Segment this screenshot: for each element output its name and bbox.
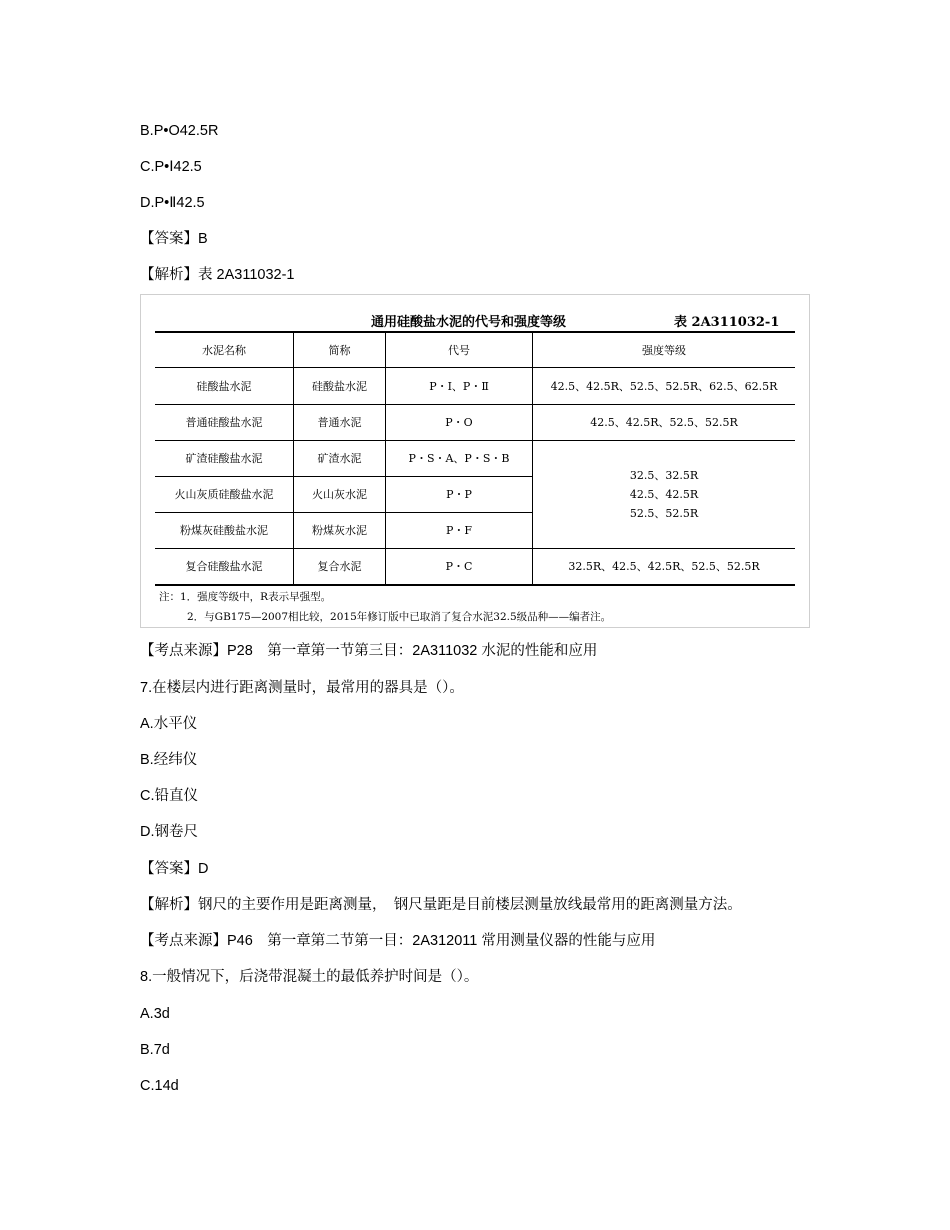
row-3-name: 矿渣硅酸盐水泥 <box>185 452 263 465</box>
q8-option-a: A.3d <box>140 1006 170 1022</box>
option-c: C.P•Ⅰ42.5 <box>140 159 202 175</box>
header-name: 水泥名称 <box>202 343 246 357</box>
q7-option-c: C.铅直仪 <box>140 788 198 804</box>
row-4-name: 火山灰质硅酸盐水泥 <box>174 488 274 501</box>
row-1-code: P・Ⅰ、P・Ⅱ <box>429 379 489 393</box>
option-d: D.P•Ⅱ42.5 <box>140 195 205 211</box>
q7-answer: 【答案】D <box>140 861 209 877</box>
grade-line-1: 32.5、32.5R <box>629 469 699 482</box>
row-2-code: P・O <box>445 416 473 429</box>
answer: 【答案】B <box>140 231 208 247</box>
row-3-code: P・S・A、P・S・B <box>408 452 510 465</box>
rows-3-5-grade <box>533 441 795 548</box>
table-note-2: 2．与GB175—2007相比较，2015年修订版中已取消了复合水泥32.5级品种——编者注。 <box>187 611 612 623</box>
source-2: 【考点来源】P46 第一章第二节第一目：2A312011 常用测量仪器的性能与应用 <box>140 933 656 949</box>
row-6-grade: 32.5R、42.5、42.5R、52.5、52.5R <box>568 560 760 573</box>
table-note-1: 注：1．强度等级中，R表示早强型。 <box>159 591 332 603</box>
row-1-grade: 42.5、42.5R、52.5、52.5R、62.5、62.5R <box>550 379 778 393</box>
row-5-code: P・F <box>445 524 473 537</box>
analysis: 【解析】表 2A311032-1 <box>140 267 295 283</box>
row-2-short: 普通水泥 <box>317 416 362 429</box>
table-title: 通用硅酸盐水泥的代号和强度等级 <box>371 315 567 330</box>
row-5-name: 粉煤灰硅酸盐水泥 <box>180 524 268 537</box>
q8-option-c: C.14d <box>140 1078 179 1094</box>
row-6-short: 复合水泥 <box>317 560 362 573</box>
row-4-code: P・P <box>446 488 472 501</box>
grade-line-2: 42.5、42.5R <box>629 488 699 501</box>
q7-option-d: D.钢卷尺 <box>140 824 198 840</box>
header-code: 代号 <box>448 343 470 357</box>
grade-line-3: 52.5、52.5R <box>629 507 699 520</box>
row-3-short: 矿渣水泥 <box>317 452 362 465</box>
q7-option-b: B.经纬仪 <box>140 752 198 768</box>
q8-option-b: B.7d <box>140 1042 170 1058</box>
q7-option-a: A.水平仪 <box>140 716 198 732</box>
question-7: 7.在楼层内进行距离测量时，最常用的器具是（）。 <box>140 680 464 696</box>
row-1-short: 硅酸盐水泥 <box>312 379 367 393</box>
row-4-short: 火山灰水泥 <box>312 488 367 501</box>
cement-table-figure <box>140 294 810 628</box>
row-5-short: 粉煤灰水泥 <box>312 524 367 537</box>
row-2-grade: 42.5、42.5R、52.5、52.5R <box>590 416 738 429</box>
row-2-name: 普通硅酸盐水泥 <box>185 416 263 429</box>
option-b: B.P•O42.5R <box>140 123 219 139</box>
header-short: 简称 <box>328 343 351 357</box>
row-6-code: P・C <box>445 560 473 573</box>
row-1-name: 硅酸盐水泥 <box>196 379 252 393</box>
header-grade: 强度等级 <box>642 343 686 357</box>
row-6-name: 复合硅酸盐水泥 <box>185 560 263 573</box>
question-8: 8.一般情况下，后浇带混凝土的最低养护时间是（）。 <box>140 969 479 985</box>
q7-analysis: 【解析】钢尺的主要作用是距离测量， 钢尺量距是目前楼层测量放线最常用的距离测量方法。 <box>140 897 742 913</box>
source-1: 【考点来源】P28 第一章第一节第三目：2A311032 水泥的性能和应用 <box>140 643 598 659</box>
table-code: 表 2A311032-1 <box>674 315 780 330</box>
bottom-rule <box>155 584 795 586</box>
